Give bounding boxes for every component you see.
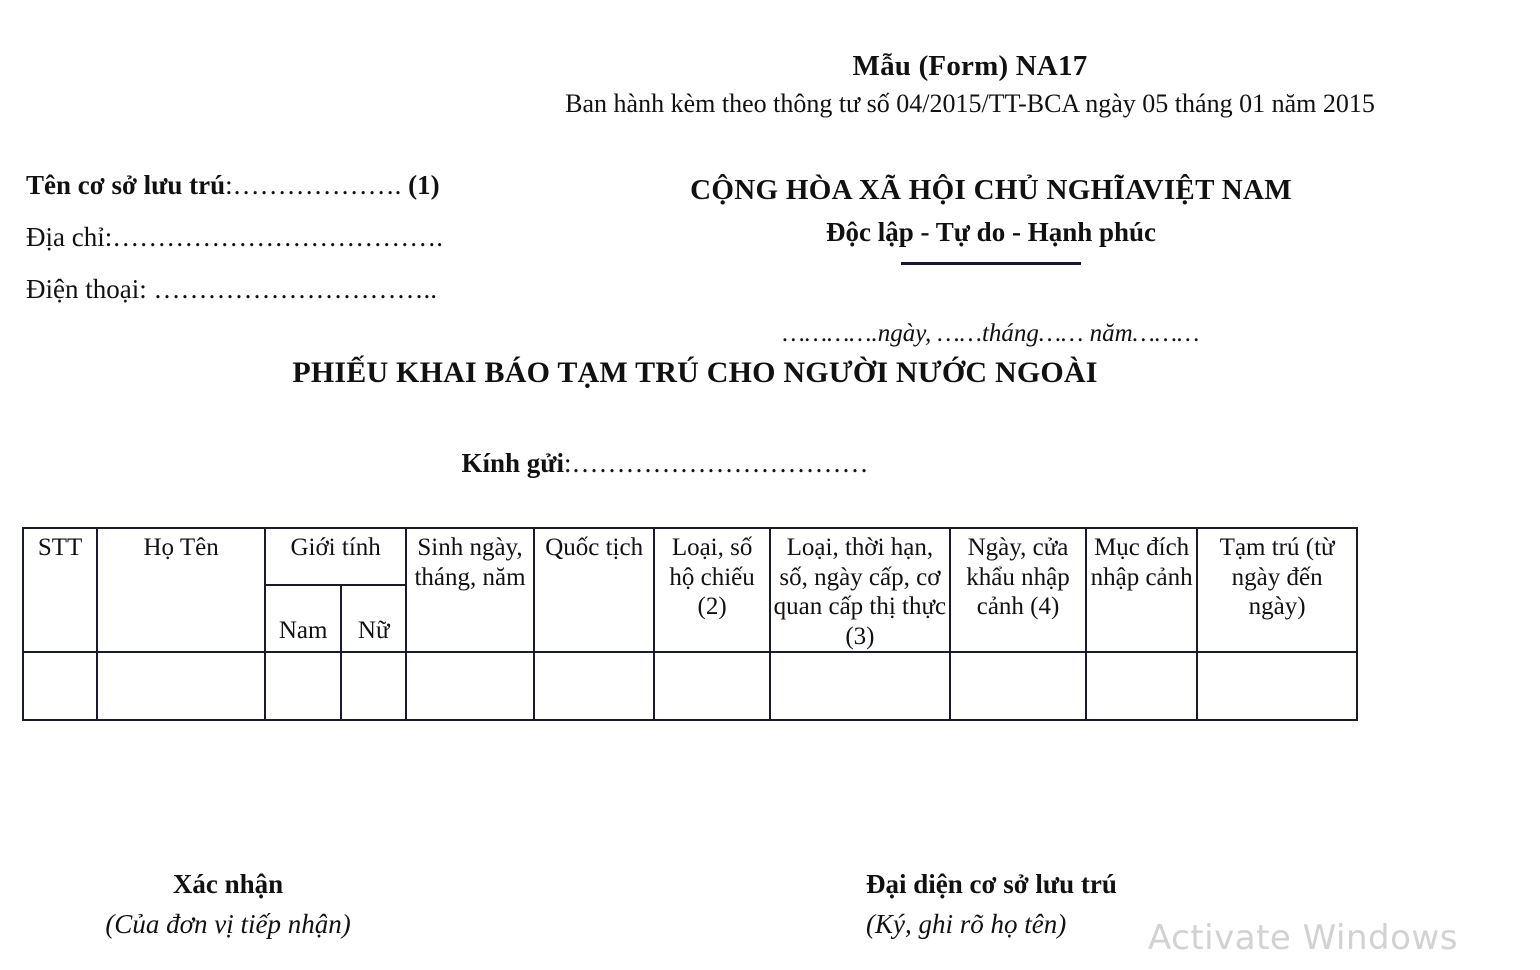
cell-ho-chieu[interactable] <box>654 652 769 720</box>
signature-left-subtitle: (Của đơn vị tiếp nhận) <box>105 909 351 940</box>
cell-quoc-tich[interactable] <box>534 652 655 720</box>
cell-nu[interactable] <box>341 652 406 720</box>
cell-nam[interactable] <box>265 652 341 720</box>
cell-cua-khau[interactable] <box>950 652 1086 720</box>
national-heading <box>586 174 1396 265</box>
country-name: CỘNG HÒA XÃ HỘI CHỦ NGHĨAVIỆT NAM <box>690 174 1292 206</box>
activate-windows-watermark: Activate Windows <box>1148 918 1458 958</box>
facility-name-field <box>26 172 586 199</box>
form-decree-reference: Ban hành kèm theo thông tư số 04/2015/TT-BCA ngày 05 tháng 01 năm 2015 <box>565 89 1375 119</box>
facility-phone-label: Điện thoại <box>26 274 140 304</box>
signature-right-subtitle: (Ký, ghi rõ họ tên) <box>866 909 1067 940</box>
declaration-table-body <box>23 652 1357 720</box>
declaration-table <box>22 527 1358 721</box>
col-header-ho-ten: Họ Tên <box>97 528 265 652</box>
facility-phone-field <box>26 276 586 303</box>
col-header-ho-chieu: Loại, số hộ chiếu (2) <box>654 528 769 652</box>
cell-ho-ten[interactable] <box>97 652 265 720</box>
signature-left-title: Xác nhận <box>172 869 284 899</box>
form-code: Mẫu (Form) NA17 <box>852 50 1088 82</box>
recipient-line <box>0 448 1330 479</box>
facility-name-dots[interactable]: :………………. <box>225 170 402 200</box>
page-title: PHIẾU KHAI BÁO TẠM TRÚ CHO NGƯỜI NƯỚC NGOÀI <box>292 356 1098 389</box>
recipient-dots[interactable]: :…………………………… <box>563 448 869 478</box>
col-header-muc-dich: Mục đích nhập cảnh <box>1086 528 1197 652</box>
facility-address-label: Địa chỉ <box>26 222 105 252</box>
cell-tam-tru[interactable] <box>1197 652 1357 720</box>
facility-name-label: Tên cơ sở lưu trú <box>26 170 226 200</box>
col-header-cua-khau: Ngày, cửa khẩu nhập cảnh (4) <box>950 528 1086 652</box>
cell-muc-dich[interactable] <box>1086 652 1197 720</box>
cell-stt[interactable] <box>23 652 97 720</box>
cell-sinh-ngay[interactable] <box>406 652 534 720</box>
col-header-thi-thuc: Loại, thời hạn, số, ngày cấp, cơ quan cấp thị thực (3) <box>770 528 950 652</box>
date-line[interactable]: ………….ngày, ……tháng…… năm……… <box>782 320 1200 347</box>
facility-address-dots[interactable]: :………………………………. <box>104 222 443 252</box>
table-row[interactable] <box>23 652 1357 720</box>
facility-name-note: (1) <box>408 170 440 200</box>
cell-thi-thuc[interactable] <box>770 652 950 720</box>
facility-address-field <box>26 224 586 251</box>
form-code-block <box>410 48 1530 121</box>
national-motto: Độc lập - Tự do - Hạnh phúc <box>825 217 1157 248</box>
col-header-nu: Nữ <box>341 585 406 652</box>
facility-fields <box>26 172 586 328</box>
signature-block-confirmation <box>18 868 438 941</box>
facility-phone-dots[interactable]: : ………………………….. <box>139 274 437 304</box>
col-header-tam-tru: Tạm trú (từ ngày đến ngày) <box>1197 528 1357 652</box>
col-header-nam: Nam <box>265 585 341 652</box>
col-header-stt: STT <box>23 528 97 652</box>
heading-divider <box>901 262 1081 265</box>
declaration-table-wrapper <box>22 527 1358 721</box>
col-header-sinh-ngay: Sinh ngày, tháng, năm <box>406 528 534 652</box>
signature-right-title: Đại diện cơ sở lưu trú <box>866 869 1117 899</box>
col-header-quoc-tich: Quốc tịch <box>534 528 655 652</box>
col-header-gioi-tinh: Giới tính <box>265 528 406 585</box>
table-header-row-top <box>23 528 1357 585</box>
recipient-label: Kính gửi <box>461 448 564 478</box>
